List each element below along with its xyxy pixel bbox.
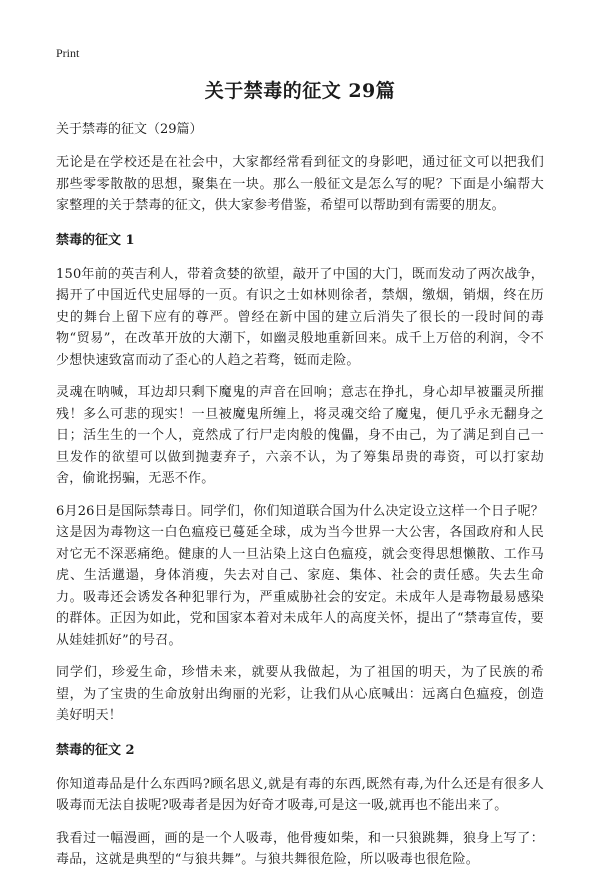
paragraph: 同学们，珍爱生命，珍惜未来，就要从我做起，为了祖国的明天，为了民族的希望，为了宝贵的生命放射出绚丽的光彩，让我们从心底喊出：远离白色瘟疫，创造美好明天！ (56, 665, 544, 723)
section-heading: 禁毒的征文 2 (56, 742, 135, 758)
print-link[interactable]: Print (56, 46, 80, 60)
section-1 (56, 231, 544, 727)
document-subtitle: 关于禁毒的征文（29篇） (56, 122, 203, 137)
paragraph: 6月26日是国际禁毒日。同学们，你们知道联合国为什么决定设立这样一个日子呢？这是因为毒物这一白色瘟疫已蔓延全球，成为当今世界一大公害，各国政府和人民对它无不深恶痛绝。健康的人一旦沾染上这白色瘟疫，就会变得思想懒散、工作马虎、生活邋遢，身体消瘦，失去对自己、家庭、集体、社会的责任感。失去生命力。吸毒还会诱发各种犯罪行为，严重威胁社会的安定。未成年人是毒物最易感染的群体。正因为如此，党和国家本着对未成年人的高度关怀，提出了“禁毒宣传，要从娃娃抓好”的号召。 (56, 503, 544, 648)
paragraph: 你知道毒品是什么东西吗?顾名思义,就是有毒的东西,既然有毒,为什么还是有很多人吸毒而无法自拔呢?吸毒者是因为好奇才吸毒,可是这一吸,就再也不能出来了。 (56, 776, 544, 813)
section-heading: 禁毒的征文 1 (56, 232, 135, 248)
paragraph: 灵魂在呐喊，耳边却只剩下魔鬼的声音在回响；意志在挣扎，身心却早被噩灵所摧残！多么可悲的现实！一旦被魔鬼所缠上，将灵魂交给了魔鬼，便几乎永无翻身之日；活生生的一个人，竟然成了行尸走肉般的傀儡，身不由己，为了满足到自己一旦发作的欲望可以做到抛妻弃子，六亲不认，为了筹集昂贵的毒资，可以打家劫舍，偷讹拐骗，无恶不作。 (56, 385, 544, 486)
paragraph: 我看过一幅漫画，画的是一个人吸毒，他骨瘦如柴，和一只狼跳舞，狼身上写了：毒品，这就是典型的“与狼共舞”。与狼共舞很危险，所以吸毒也很危险。 (56, 830, 544, 867)
intro-paragraph: 无论是在学校还是在社会中，大家都经常看到征文的身影吧，通过征文可以把我们那些零零散散的思想，聚集在一块。那么一般征文是怎么写的呢？下面是小编帮大家整理的关于禁毒的征文，供大家参考借鉴，希望可以帮助到有需要的朋友。 (56, 155, 544, 213)
paragraph: 150年前的英吉利人，带着贪婪的欲望，敲开了中国的大门，既而发动了两次战争，揭开了中国近代史屈辱的一页。有识之士如林则徐者，禁烟，缴烟，销烟，终在历史的舞台上留下应有的尊严。曾经在新中国的建立后消失了很长的一段时间的毒物“贸易”，在改革开放的大潮下，如幽灵般地重新回来。成千上万倍的利润，令不少想快速致富而动了歪心的人趋之若骛，铤而走险。 (56, 266, 544, 368)
page-title: 关于禁毒的征文 29篇 (204, 80, 396, 102)
section-2 (56, 741, 544, 871)
